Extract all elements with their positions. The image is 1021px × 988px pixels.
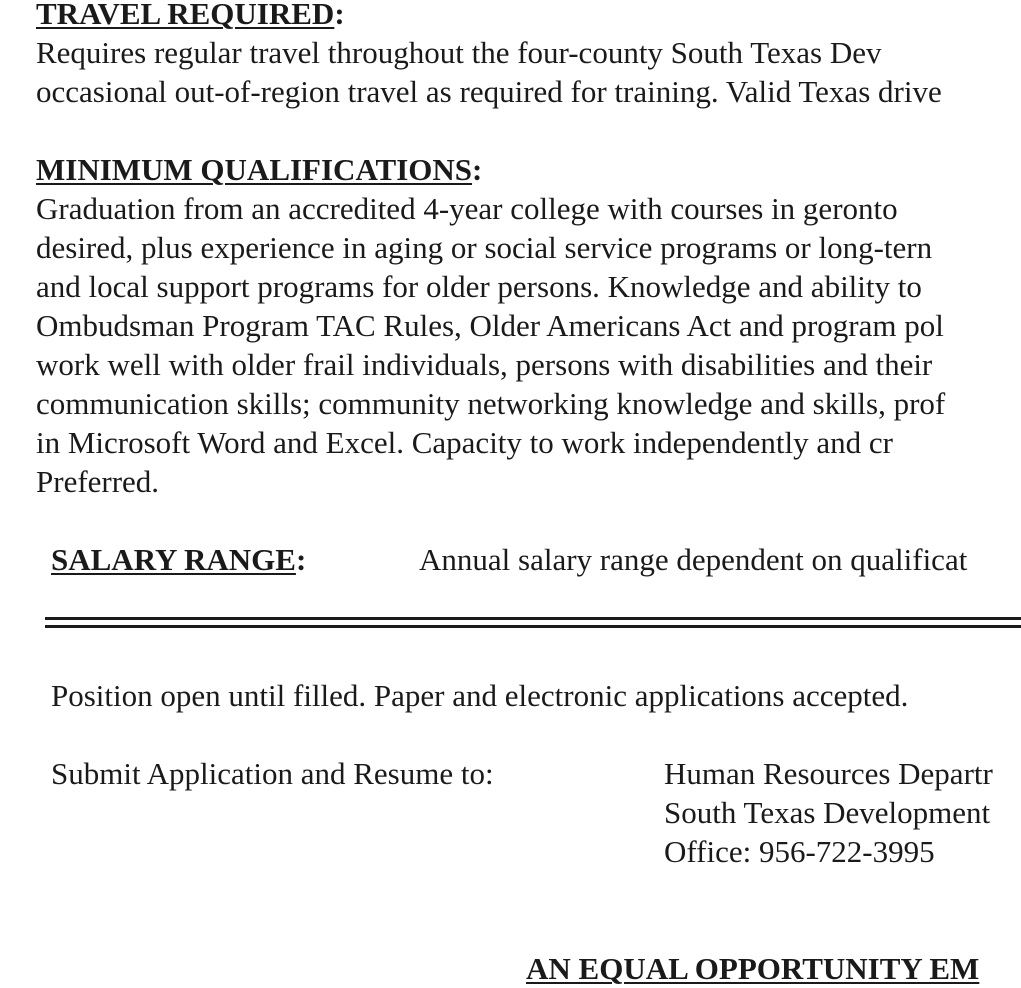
qualifications-line-5: work well with older frail individuals, persons with disabilities and their — [36, 347, 933, 382]
divider-rule-top — [45, 617, 1021, 620]
travel-heading-colon: : — [334, 0, 345, 31]
address-line-1: Human Resources Departr — [664, 756, 993, 791]
travel-heading-text: TRAVEL REQUIRED — [36, 0, 335, 31]
qualifications-heading-colon: : — [472, 152, 483, 187]
qualifications-line-3: and local support programs for older persons. Knowledge and ability to — [36, 269, 922, 304]
qualifications-line-1: Graduation from an accredited 4-year college with courses in geronto — [36, 191, 898, 226]
salary-text: Annual salary range dependent on qualificat — [419, 542, 968, 577]
eeo-statement-text: AN EQUAL OPPORTUNITY EM — [526, 951, 980, 986]
qualifications-line-8: Preferred. — [36, 464, 160, 499]
salary-heading-colon: : — [295, 542, 307, 577]
salary-heading — [51, 540, 306, 579]
position-open-text: Position open until filled. Paper and electronic applications accepted. — [51, 678, 909, 713]
salary-heading-text: SALARY RANGE — [51, 542, 296, 577]
qualifications-line-2: desired, plus experience in aging or social service programs or long-tern — [36, 230, 933, 265]
qualifications-line-7: in Microsoft Word and Excel. Capacity to work independently and cr — [36, 425, 893, 460]
eeo-statement — [526, 949, 979, 988]
travel-heading — [36, 0, 345, 33]
travel-line-2: occasional out-of-region travel as required for training. Valid Texas drive — [36, 74, 942, 109]
travel-line-1: Requires regular travel throughout the four-county South Texas Dev — [36, 35, 882, 70]
submit-label: Submit Application and Resume to: — [51, 756, 494, 791]
divider-rule-bottom — [45, 625, 1021, 628]
office-phone: Office: 956-722-3995 — [664, 834, 935, 869]
qualifications-heading-text: MINIMUM QUALIFICATIONS — [36, 152, 473, 187]
address-line-2: South Texas Development — [664, 795, 991, 830]
qualifications-line-4: Ombudsman Program TAC Rules, Older Americans Act and program pol — [36, 308, 944, 343]
qualifications-heading — [36, 150, 482, 189]
qualifications-line-6: communication skills; community networking knowledge and skills, prof — [36, 386, 946, 421]
